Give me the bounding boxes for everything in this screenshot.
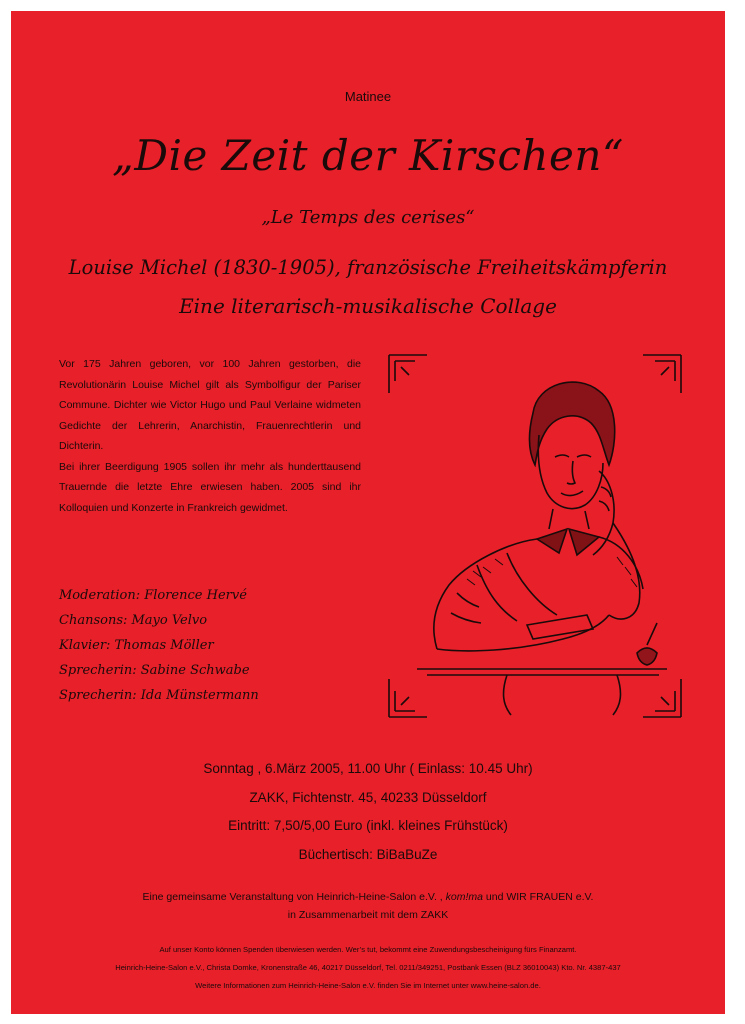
- description-paragraph-2: Bei ihrer Beerdigung 1905 sollen ihr mehr als hunderttausend Trauernde die letzte Ehre erwiesen haben. 2005 sind ihr Kolloquien und Konzerte in Frankreich gewidmet.: [59, 460, 361, 514]
- page-title: „Die Zeit der Kirschen“: [112, 131, 624, 180]
- credit-item: Sprecherin: Sabine Schwabe: [59, 663, 250, 678]
- credit-item: Chansons: Mayo Velvo: [59, 613, 208, 628]
- subtitle: „Le Temps des cerises“: [261, 207, 475, 228]
- footer-line-2: Heinrich-Heine-Salon e.V., Christa Domke, Kronenstraße 46, 40217 Düsseldorf, Tel. 0211/349251, Postbank Essen (BLZ 36010043) Kto. Nr. 4387-437: [115, 963, 621, 972]
- organizers-komma: kom!ma: [445, 891, 483, 903]
- event-admission: Eintritt: 7,50/5,00 Euro (inkl. kleines Frühstück): [228, 818, 508, 833]
- poster: [11, 11, 725, 1014]
- event-venue: ZAKK, Fichtenstr. 45, 40233 Düsseldorf: [249, 789, 487, 805]
- footer-line-1: Auf unser Konto können Spenden überwiesen werden. Wer’s tut, bekommt eine Zuwendungsbescheinigung fürs Finanzamt.: [159, 945, 577, 954]
- headline-line-2: Eine literarisch-musikalische Collage: [179, 294, 557, 318]
- organizers-line-1: [11, 888, 725, 906]
- footer-line-3: Weitere Informationen zum Heinrich-Heine-Salon e.V. finden Sie im Internet unter www.heine-salon.de.: [195, 981, 541, 990]
- headline-line-1: Louise Michel (1830-1905), französische Freiheitskämpferin: [68, 256, 668, 279]
- organizers-line-2: in Zusammenarbeit mit dem ZAKK: [287, 909, 449, 921]
- description-paragraph-1: Vor 175 Jahren geboren, vor 100 Jahren gestorben, die Revolutionärin Louise Michel gilt als Symbolfigur der Pariser Commune. Dichter wie Victor Hugo und Paul Verlaine widmeten Gedichte der Lehrerin, Anarchistin, Frauenrechtlerin und Dichterin.: [59, 358, 361, 452]
- event-books: Büchertisch: BiBaBuZe: [298, 846, 438, 862]
- organizers-prefix: Eine gemeinsame Veranstaltung von Heinrich-Heine-Salon e.V. ,: [142, 891, 443, 903]
- portrait-illustration: [387, 353, 683, 719]
- kicker: Matinee: [344, 89, 392, 104]
- credit-item: Moderation: Florence Hervé: [59, 588, 247, 603]
- footer: [11, 941, 725, 995]
- credit-item: Sprecherin: Ida Münstermann: [59, 688, 259, 703]
- credits-list: [59, 583, 379, 708]
- description: [59, 354, 361, 518]
- event-date: Sonntag , 6.März 2005, 11.00 Uhr ( Einlass: 10.45 Uhr): [203, 761, 533, 776]
- organizers: [11, 888, 725, 924]
- event-details: [11, 755, 725, 869]
- organizers-suffix: und WIR FRAUEN e.V.: [485, 891, 594, 903]
- woman-portrait-engraving-icon: [387, 353, 683, 719]
- credit-item: Klavier: Thomas Möller: [59, 638, 214, 653]
